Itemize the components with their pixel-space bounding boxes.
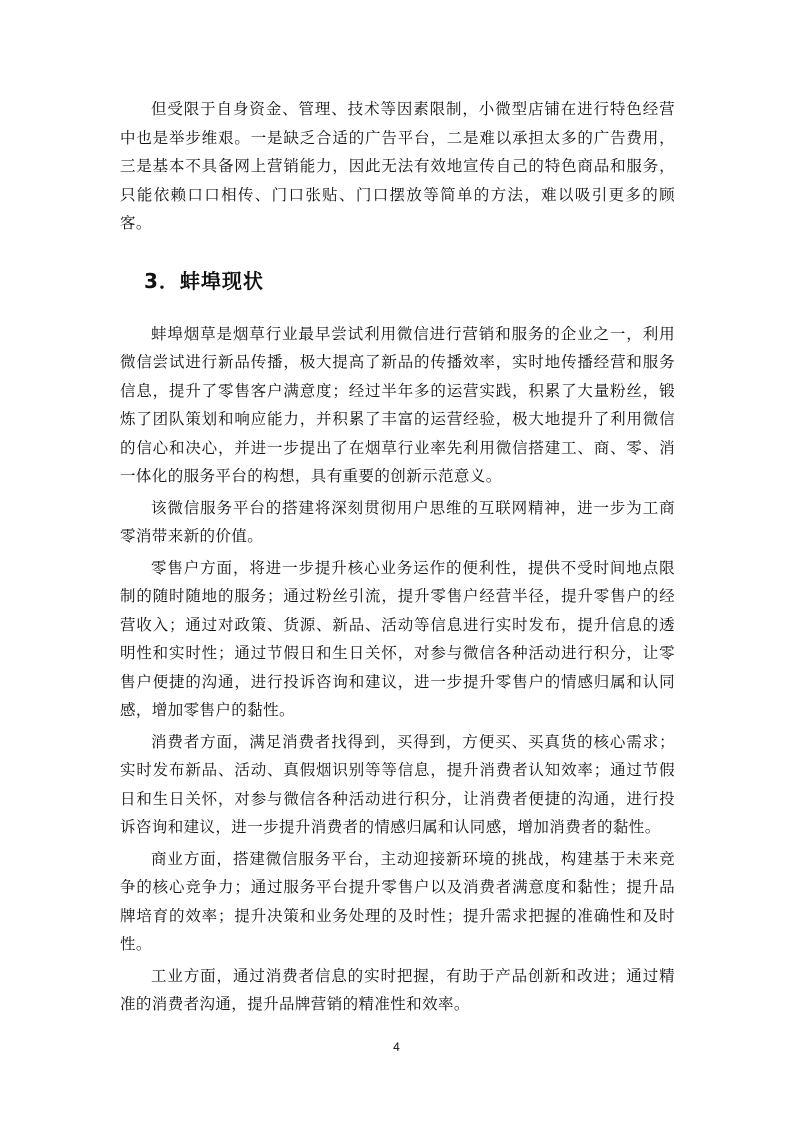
body-paragraph-bengbu-overview: 蚌埠烟草是烟草行业最早尝试利用微信进行营销和服务的企业之一，利用微信尝试进行新品传播，极大提高了新品的传播效率，实时地传播经营和服务信息，提升了零售客户满意度；经过半年多的运营实践，积累了大量粉丝，锻炼了团队策划和响应能力，并积累了丰富的运营经验，极大地提升了利用微信的信心和决心，并进一步提出了在烟草行业率先利用微信搭建工、商、零、消一体化的服务平台的构想，具有重要的创新示范意义。 [120, 324, 675, 485]
body-paragraph-industry: 工业方面，通过消费者信息的实时把握，有助于产品创新和改进；通过精准的消费者沟通，提升品牌营销的精准性和效率。 [120, 966, 675, 1013]
body-paragraph-retailers: 零售户方面，将进一步提升核心业务运作的便利性，提供不受时间地点限制的随时随地的服务；通过粉丝引流，提升零售户经营半径，提升零售户的经营收入；通过对政策、货源、新品、活动等信息进行实时发布，提升信息的透明性和实时性；通过节假日和生日关怀，对参与微信各种活动进行积分，让零售户便捷的沟通，进行投诉咨询和建议，进一步提升零售户的情感归属和认同感，增加零售户的黏性。 [120, 558, 675, 719]
page-number: 4 [393, 1040, 400, 1054]
section-heading: 3．蚌埠现状 [144, 268, 264, 293]
body-paragraph-platform-value: 该微信服务平台的搭建将深刻贯彻用户思维的互联网精神，进一步为工商零消带来新的价值。 [120, 498, 675, 545]
intro-paragraph: 但受限于自身资金、管理、技术等因素限制，小微型店铺在进行特色经营中也是举步维艰。一是缺乏合适的广告平台，二是难以承担太多的广告费用，三是基本不具备网上营销能力，因此无法有效地宣传自己的特色商品和服务，只能依赖口口相传、门口张贴、门口摆放等简单的方法，难以吸引更多的顾客。 [120, 100, 675, 232]
body-paragraph-commerce: 商业方面，搭建微信服务平台，主动迎接新环境的挑战，构建基于未来竞争的核心竞争力；通过服务平台提升零售户以及消费者满意度和黏性；提升品牌培育的效率；提升决策和业务处理的及时性；提升需求把握的准确性和及时性。 [120, 849, 675, 953]
document-page [120, 95, 675, 1019]
body-paragraph-consumers: 消费者方面，满足消费者找得到，买得到，方便买、买真货的核心需求；实时发布新品、活动、真假烟识别等等信息，提升消费者认知效率；通过节假日和生日关怀，对参与微信各种活动进行积分，让消费者便捷的沟通，进行投诉咨询和建议，进一步提升消费者的情感归属和认同感，增加消费者的黏性。 [120, 732, 675, 836]
